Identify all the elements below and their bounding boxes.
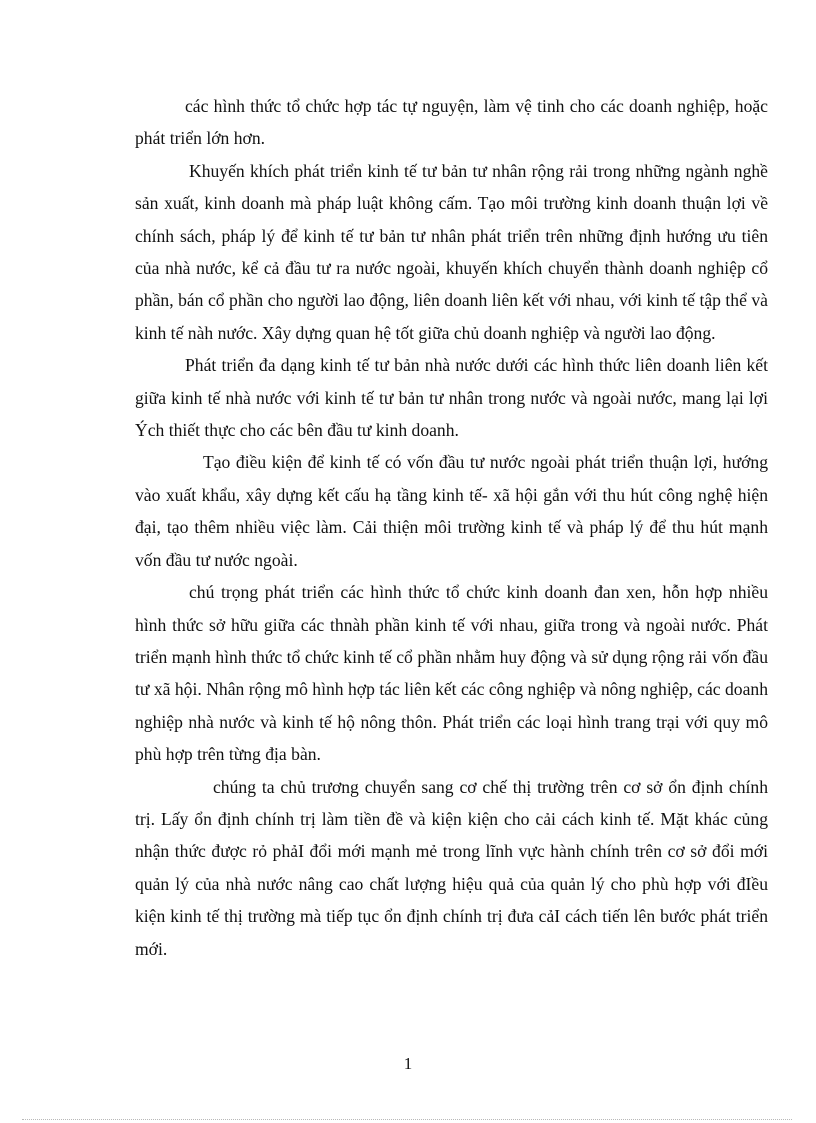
paragraph-6: chúng ta chủ trương chuyển sang cơ chế thị trường trên cơ sở ổn định chính trị. Lấy ổn định chính trị làm tiền đề và kiện kiện cho cải cách kinh tế. Mặt khác củng nhận thức được rỏ phảI đổi mới mạnh mẻ trong lĩnh vực hành chính trên cơ sở đổi mới quản lý của nhà nước nâng cao chất lượng hiệu quả của quản lý cho phù hợp với đIều kiện kinh tế thị trường mà tiếp tục ổn định chính trị đưa cảI cách tiến lên bước phát triển mới.	[135, 776, 768, 959]
page-number: 1	[403, 1054, 413, 1073]
paragraph-2: Khuyến khích phát triển kinh tế tư bản tư nhân rộng rải trong những ngành nghề sản xuất, kinh doanh mà pháp luật không cấm. Tạo môi trường kinh doanh thuận lợi về chính sách, pháp lý để kinh tế tư bản tư nhân phát triển trên những định hướng ưu tiên của nhà nước, kể cả đầu tư ra nước ngoài, khuyến khích chuyển thành doanh nghiệp cổ phần, bán cổ phần cho người lao động, liên doanh liên kết với nhau, với kinh tế tập thể và kinh tế nàh nước. Xây dựng quan hệ tốt giữa chủ doanh nghiệp và người lao động.	[135, 160, 768, 343]
paragraph-3: Phát triển đa dạng kinh tế tư bản nhà nước dưới các hình thức liên doanh liên kết giữa kinh tế nhà nước với kinh tế tư bản tư nhân trong nước và ngoài nước, mang lại lợi Ých thiết thực cho các bên đầu tư kinh doanh.	[135, 355, 768, 441]
paragraph-1: các hình thức tổ chức hợp tác tự nguyện, làm vệ tinh cho các doanh nghiệp, hoặc phát triển lớn hơn.	[135, 96, 768, 149]
page-bottom-divider	[22, 1119, 792, 1120]
paragraph-4: Tạo điều kiện để kinh tế có vốn đầu tư nước ngoài phát triển thuận lợi, hướng vào xuất khẩu, xây dựng kết cấu hạ tầng kinh tế- xã hội gắn với thu hút công nghệ hiện đại, tạo thêm nhiều việc làm. Cải thiện môi trường kinh tế và pháp lý để thu hút mạnh vốn đầu tư nước ngoài.	[135, 452, 768, 570]
document-body	[135, 90, 768, 965]
paragraph-5: chú trọng phát triển các hình thức tổ chức kinh doanh đan xen, hỗn hợp nhiều hình thức sở hữu giữa các thnàh phần kinh tế với nhau, giữa trong và ngoài nước. Phát triển mạnh hình thức tổ chức kinh tế cổ phần nhằm huy động và sử dụng rộng rải vốn đầu tư xã hội. Nhân rộng mô hình hợp tác liên kết các công nghiệp và nông nghiệp, các doanh nghiệp nhà nước và kinh tế hộ nông thôn. Phát triển các loại hình trang trại với quy mô phù hợp trên từng địa bàn.	[135, 582, 768, 765]
